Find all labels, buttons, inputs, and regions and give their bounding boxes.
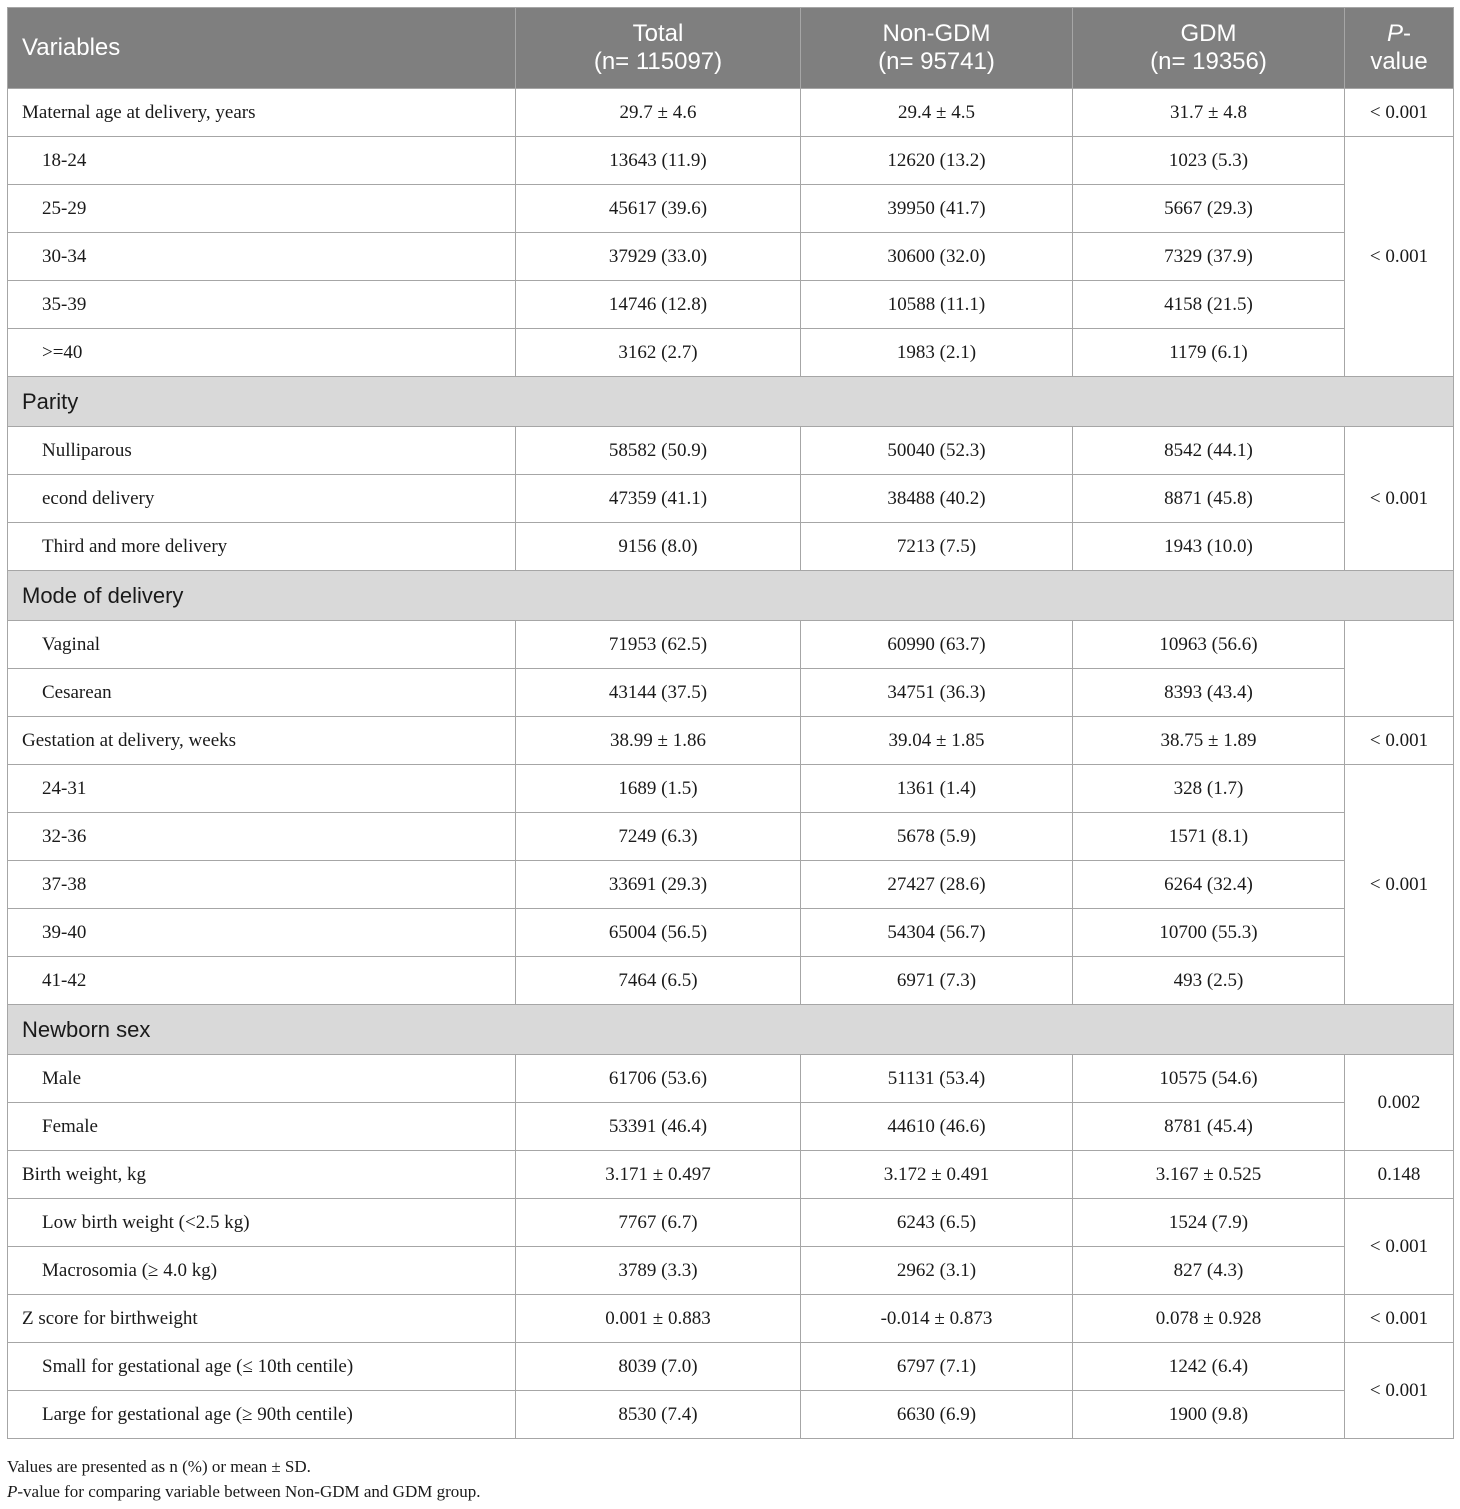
cell-p-value: < 0.001 <box>1345 1295 1454 1343</box>
cell-total: 38.99 ± 1.86 <box>516 717 801 765</box>
table-row <box>8 427 1454 475</box>
cell-total: 1689 (1.5) <box>516 765 801 813</box>
cell-nongdm: 6630 (6.9) <box>801 1391 1073 1439</box>
cell-gdm: 4158 (21.5) <box>1073 281 1345 329</box>
table-row <box>8 1295 1454 1343</box>
table-row <box>8 957 1454 1005</box>
table-row <box>8 1343 1454 1391</box>
row-label: 39-40 <box>8 909 516 957</box>
cell-p-value: 0.002 <box>1345 1055 1454 1151</box>
row-label: 18-24 <box>8 137 516 185</box>
header-p-value <box>1345 8 1454 89</box>
header-gdm <box>1073 8 1345 89</box>
cell-total: 8530 (7.4) <box>516 1391 801 1439</box>
cell-nongdm: 50040 (52.3) <box>801 427 1073 475</box>
cell-total: 33691 (29.3) <box>516 861 801 909</box>
row-label: Small for gestational age (≤ 10th centile) <box>8 1343 516 1391</box>
header-total <box>516 8 801 89</box>
cell-gdm: 1900 (9.8) <box>1073 1391 1345 1439</box>
row-label: >=40 <box>8 329 516 377</box>
cell-nongdm: 6797 (7.1) <box>801 1343 1073 1391</box>
row-label: 32-36 <box>8 813 516 861</box>
cell-total: 37929 (33.0) <box>516 233 801 281</box>
cell-p-value: < 0.001 <box>1345 717 1454 765</box>
header-variables: Variables <box>8 8 516 89</box>
table-row <box>8 1391 1454 1439</box>
row-label: 35-39 <box>8 281 516 329</box>
cell-total: 13643 (11.9) <box>516 137 801 185</box>
section-title: Parity <box>8 377 1454 427</box>
cell-total: 43144 (37.5) <box>516 669 801 717</box>
table-row <box>8 281 1454 329</box>
cell-gdm: 1571 (8.1) <box>1073 813 1345 861</box>
footnote-p-value <box>7 1479 481 1504</box>
row-label: Macrosomia (≥ 4.0 kg) <box>8 1247 516 1295</box>
cell-nongdm: 10588 (11.1) <box>801 281 1073 329</box>
footnote-p-italic: P <box>7 1482 18 1501</box>
cell-gdm: 493 (2.5) <box>1073 957 1345 1005</box>
cell-nongdm: 2962 (3.1) <box>801 1247 1073 1295</box>
table-row <box>8 1103 1454 1151</box>
row-label: 41-42 <box>8 957 516 1005</box>
cell-nongdm: 38488 (40.2) <box>801 475 1073 523</box>
cell-gdm: 1179 (6.1) <box>1073 329 1345 377</box>
cell-total: 9156 (8.0) <box>516 523 801 571</box>
row-label: Z score for birthweight <box>8 1295 516 1343</box>
cell-nongdm: 60990 (63.7) <box>801 621 1073 669</box>
cell-gdm: 8542 (44.1) <box>1073 427 1345 475</box>
row-label: Vaginal <box>8 621 516 669</box>
cell-p-value: < 0.001 <box>1345 427 1454 571</box>
section-row-mode-of-delivery <box>8 571 1454 621</box>
cell-gdm: 8871 (45.8) <box>1073 475 1345 523</box>
header-row <box>8 8 1454 89</box>
cell-nongdm: 6243 (6.5) <box>801 1199 1073 1247</box>
table-row <box>8 909 1454 957</box>
cell-total: 47359 (41.1) <box>516 475 801 523</box>
row-label: 25-29 <box>8 185 516 233</box>
table-row <box>8 233 1454 281</box>
cell-p-value: < 0.001 <box>1345 89 1454 137</box>
cell-nongdm: -0.014 ± 0.873 <box>801 1295 1073 1343</box>
table-row <box>8 1199 1454 1247</box>
cell-total: 45617 (39.6) <box>516 185 801 233</box>
cell-nongdm: 12620 (13.2) <box>801 137 1073 185</box>
cell-nongdm: 1361 (1.4) <box>801 765 1073 813</box>
cell-total: 3789 (3.3) <box>516 1247 801 1295</box>
row-label: Low birth weight (<2.5 kg) <box>8 1199 516 1247</box>
cell-gdm: 7329 (37.9) <box>1073 233 1345 281</box>
cell-gdm: 1023 (5.3) <box>1073 137 1345 185</box>
header-total-label: Total <box>632 20 684 47</box>
cell-p-value: < 0.001 <box>1345 765 1454 1005</box>
row-label: Female <box>8 1103 516 1151</box>
header-gdm-n: (n= 19356) <box>1150 48 1267 75</box>
cell-total: 53391 (46.4) <box>516 1103 801 1151</box>
table-footnotes <box>7 1454 481 1504</box>
cell-nongdm: 1983 (2.1) <box>801 329 1073 377</box>
cell-gdm: 8393 (43.4) <box>1073 669 1345 717</box>
row-label: 24-31 <box>8 765 516 813</box>
cell-nongdm: 39950 (41.7) <box>801 185 1073 233</box>
baseline-characteristics-table <box>7 7 1454 1439</box>
cell-p-value: < 0.001 <box>1345 137 1454 377</box>
cell-total: 71953 (62.5) <box>516 621 801 669</box>
cell-gdm: 827 (4.3) <box>1073 1247 1345 1295</box>
cell-gdm: 8781 (45.4) <box>1073 1103 1345 1151</box>
cell-gdm: 328 (1.7) <box>1073 765 1345 813</box>
section-title: Newborn sex <box>8 1005 1454 1055</box>
table-row <box>8 717 1454 765</box>
table-row <box>8 861 1454 909</box>
row-label: 30-34 <box>8 233 516 281</box>
section-title: Mode of delivery <box>8 571 1454 621</box>
cell-nongdm: 7213 (7.5) <box>801 523 1073 571</box>
footnote-values: Values are presented as n (%) or mean ± SD. <box>7 1457 311 1476</box>
table-row <box>8 1151 1454 1199</box>
cell-gdm: 10575 (54.6) <box>1073 1055 1345 1103</box>
cell-nongdm: 51131 (53.4) <box>801 1055 1073 1103</box>
header-p-italic: P <box>1386 20 1403 47</box>
cell-gdm: 38.75 ± 1.89 <box>1073 717 1345 765</box>
row-label: Gestation at delivery, weeks <box>8 717 516 765</box>
cell-nongdm: 3.172 ± 0.491 <box>801 1151 1073 1199</box>
table-row <box>8 89 1454 137</box>
header-nongdm-n: (n= 95741) <box>878 48 995 75</box>
cell-nongdm: 30600 (32.0) <box>801 233 1073 281</box>
table-row <box>8 475 1454 523</box>
table-row <box>8 329 1454 377</box>
cell-total: 58582 (50.9) <box>516 427 801 475</box>
table-row <box>8 765 1454 813</box>
row-label: Third and more delivery <box>8 523 516 571</box>
cell-nongdm: 5678 (5.9) <box>801 813 1073 861</box>
cell-gdm: 0.078 ± 0.928 <box>1073 1295 1345 1343</box>
cell-total: 3.171 ± 0.497 <box>516 1151 801 1199</box>
footnote-p-rest: -value for comparing variable between Non-GDM and GDM group. <box>17 1482 481 1501</box>
cell-gdm: 1943 (10.0) <box>1073 523 1345 571</box>
cell-p-value: < 0.001 <box>1345 1199 1454 1295</box>
cell-nongdm: 39.04 ± 1.85 <box>801 717 1073 765</box>
table-row <box>8 813 1454 861</box>
row-label: Nulliparous <box>8 427 516 475</box>
cell-total: 7464 (6.5) <box>516 957 801 1005</box>
cell-total: 7767 (6.7) <box>516 1199 801 1247</box>
cell-gdm: 3.167 ± 0.525 <box>1073 1151 1345 1199</box>
header-nongdm-label: Non-GDM <box>882 20 991 47</box>
row-label: Maternal age at delivery, years <box>8 89 516 137</box>
cell-total: 14746 (12.8) <box>516 281 801 329</box>
header-gdm-label: GDM <box>1180 20 1237 47</box>
table-row <box>8 1247 1454 1295</box>
cell-gdm: 31.7 ± 4.8 <box>1073 89 1345 137</box>
row-label: Male <box>8 1055 516 1103</box>
cell-nongdm: 44610 (46.6) <box>801 1103 1073 1151</box>
cell-gdm: 10700 (55.3) <box>1073 909 1345 957</box>
cell-nongdm: 29.4 ± 4.5 <box>801 89 1073 137</box>
cell-p-value: 0.148 <box>1345 1151 1454 1199</box>
cell-gdm: 1524 (7.9) <box>1073 1199 1345 1247</box>
table-row <box>8 669 1454 717</box>
section-row-parity <box>8 377 1454 427</box>
cell-total: 3162 (2.7) <box>516 329 801 377</box>
table-row <box>8 185 1454 233</box>
cell-nongdm: 27427 (28.6) <box>801 861 1073 909</box>
row-label: 37-38 <box>8 861 516 909</box>
header-p-rest: -value <box>1370 20 1428 75</box>
cell-p-value-empty <box>1345 621 1454 717</box>
table-row <box>8 1055 1454 1103</box>
table-row <box>8 137 1454 185</box>
cell-nongdm: 54304 (56.7) <box>801 909 1073 957</box>
cell-gdm: 1242 (6.4) <box>1073 1343 1345 1391</box>
header-total-n: (n= 115097) <box>593 48 723 75</box>
table-row <box>8 621 1454 669</box>
row-label: Birth weight, kg <box>8 1151 516 1199</box>
cell-total: 0.001 ± 0.883 <box>516 1295 801 1343</box>
row-label: econd delivery <box>8 475 516 523</box>
cell-total: 61706 (53.6) <box>516 1055 801 1103</box>
row-label: Large for gestational age (≥ 90th centile) <box>8 1391 516 1439</box>
cell-gdm: 5667 (29.3) <box>1073 185 1345 233</box>
cell-gdm: 6264 (32.4) <box>1073 861 1345 909</box>
cell-total: 8039 (7.0) <box>516 1343 801 1391</box>
table-row <box>8 523 1454 571</box>
row-label: Cesarean <box>8 669 516 717</box>
cell-total: 29.7 ± 4.6 <box>516 89 801 137</box>
cell-nongdm: 34751 (36.3) <box>801 669 1073 717</box>
section-row-newborn-sex <box>8 1005 1454 1055</box>
cell-gdm: 10963 (56.6) <box>1073 621 1345 669</box>
cell-nongdm: 6971 (7.3) <box>801 957 1073 1005</box>
cell-total: 65004 (56.5) <box>516 909 801 957</box>
cell-total: 7249 (6.3) <box>516 813 801 861</box>
header-nongdm <box>801 8 1073 89</box>
cell-p-value: < 0.001 <box>1345 1343 1454 1439</box>
